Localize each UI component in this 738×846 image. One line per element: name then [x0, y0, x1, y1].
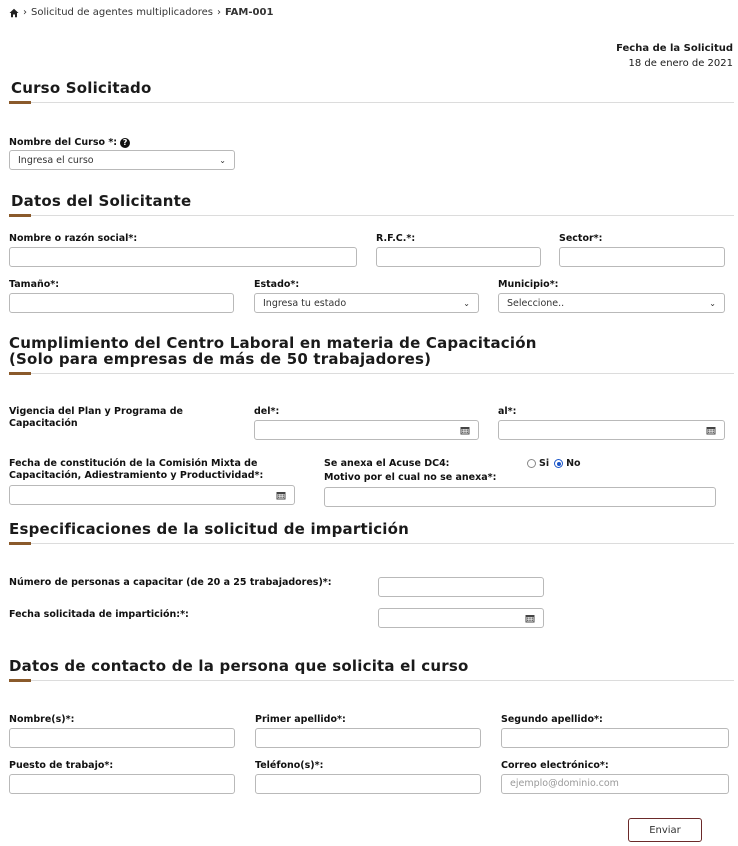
last-name2-input[interactable]: [501, 728, 729, 748]
radio-no[interactable]: [554, 458, 580, 469]
section-accent: [9, 372, 31, 375]
section-divider: [9, 215, 734, 216]
job-title-label: Puesto de trabajo*:: [9, 760, 114, 771]
breadcrumb: [9, 7, 273, 18]
phone-input[interactable]: [255, 774, 481, 794]
dc4-radio-group: [527, 458, 581, 469]
radio-yes-circle[interactable]: [527, 459, 536, 468]
breadcrumb-current: FAM-001: [225, 7, 274, 18]
job-title-input[interactable]: [9, 774, 235, 794]
section-accent: [9, 542, 31, 545]
section-title-contact: Datos de contacto de la persona que solicita el curso: [9, 657, 469, 675]
municipality-select[interactable]: [498, 293, 725, 313]
state-label: Estado*:: [254, 279, 300, 290]
last-name1-label: Primer apellido*:: [255, 714, 346, 725]
requested-date-label: Fecha solicitada de impartición:*:: [9, 609, 189, 620]
from-date-label: del*:: [254, 406, 280, 417]
request-date-value: 18 de enero de 2021: [628, 58, 733, 69]
calendar-icon[interactable]: [706, 426, 716, 435]
business-name-input[interactable]: [9, 247, 357, 267]
section-divider: [9, 543, 734, 544]
section-title-course: Curso Solicitado: [11, 79, 152, 97]
sector-input[interactable]: [559, 247, 725, 267]
section-subtitle-compliance: (Solo para empresas de más de 50 trabajadores): [9, 350, 432, 368]
state-select-value: Ingresa tu estado: [263, 297, 347, 309]
breadcrumb-item-solicitud[interactable]: Solicitud de agentes multiplicadores: [31, 7, 213, 18]
plan-validity-label-line2: Capacitación: [9, 418, 78, 429]
chevron-down-icon: ⌄: [463, 298, 470, 308]
section-accent: [9, 679, 31, 682]
first-name-label: Nombre(s)*:: [9, 714, 75, 725]
commission-date-input[interactable]: [9, 485, 295, 505]
to-date-label: al*:: [498, 406, 517, 417]
people-count-label: Número de personas a capacitar (de 20 a 25 trabajadores)*:: [9, 577, 332, 588]
last-name2-label: Segundo apellido*:: [501, 714, 603, 725]
radio-yes-label: Si: [539, 458, 550, 469]
municipality-label: Municipio*:: [498, 279, 559, 290]
breadcrumb-separator: ›: [217, 7, 221, 18]
course-name-label: Nombre del Curso *:: [9, 137, 118, 148]
home-icon[interactable]: [9, 8, 19, 18]
course-select[interactable]: [9, 150, 235, 170]
requested-date-input[interactable]: [378, 608, 544, 628]
phone-label: Teléfono(s)*:: [255, 760, 324, 771]
email-label: Correo electrónico*:: [501, 760, 609, 771]
email-input[interactable]: [501, 774, 729, 794]
commission-date-label: [9, 458, 263, 482]
rfc-label: R.F.C.*:: [376, 233, 416, 244]
municipality-select-value: Seleccione..: [507, 297, 565, 309]
submit-button[interactable]: Enviar: [628, 818, 702, 842]
calendar-icon[interactable]: [460, 426, 470, 435]
dc4-label: Se anexa el Acuse DC4:: [324, 458, 450, 469]
radio-yes[interactable]: [527, 458, 549, 469]
breadcrumb-separator: ›: [23, 7, 27, 18]
people-count-input[interactable]: [378, 577, 544, 597]
to-date-input[interactable]: [498, 420, 725, 440]
rfc-input[interactable]: [376, 247, 541, 267]
section-divider: [9, 680, 734, 681]
section-title-specs: Especificaciones de la solicitud de impartición: [9, 520, 410, 538]
section-title-compliance: Cumplimiento del Centro Laboral en materia de Capacitación: [9, 334, 537, 352]
section-accent: [9, 101, 31, 104]
size-input[interactable]: [9, 293, 234, 313]
section-divider: [9, 373, 734, 374]
commission-date-label-line2: Capacitación, Adiestramiento y Productividad*:: [9, 470, 264, 481]
email-placeholder: ejemplo@dominio.com: [510, 778, 619, 789]
chevron-down-icon: ⌄: [709, 298, 716, 308]
section-title-applicant: Datos del Solicitante: [11, 192, 192, 210]
help-icon[interactable]: ?: [120, 138, 130, 148]
sector-label: Sector*:: [559, 233, 603, 244]
calendar-icon[interactable]: [525, 614, 535, 623]
course-select-value: Ingresa el curso: [18, 154, 94, 166]
commission-date-label-line1: Fecha de constitución de la Comisión Mixta de: [9, 458, 258, 469]
radio-no-label: No: [566, 458, 581, 469]
size-label: Tamaño*:: [9, 279, 60, 290]
chevron-down-icon: ⌄: [219, 155, 226, 165]
from-date-input[interactable]: [254, 420, 479, 440]
request-date-label: Fecha de la Solicitud: [616, 43, 733, 54]
course-name-label-row: [9, 137, 130, 149]
plan-validity-label: [9, 406, 183, 430]
plan-validity-label-line1: Vigencia del Plan y Programa de: [9, 406, 183, 417]
last-name1-input[interactable]: [255, 728, 481, 748]
section-accent: [9, 214, 31, 217]
calendar-icon[interactable]: [276, 491, 286, 500]
first-name-input[interactable]: [9, 728, 235, 748]
reason-input[interactable]: [324, 487, 716, 507]
business-name-label: Nombre o razón social*:: [9, 233, 138, 244]
section-divider: [9, 102, 734, 103]
radio-no-circle[interactable]: [554, 459, 563, 468]
state-select[interactable]: [254, 293, 479, 313]
reason-label: Motivo por el cual no se anexa*:: [324, 472, 497, 483]
